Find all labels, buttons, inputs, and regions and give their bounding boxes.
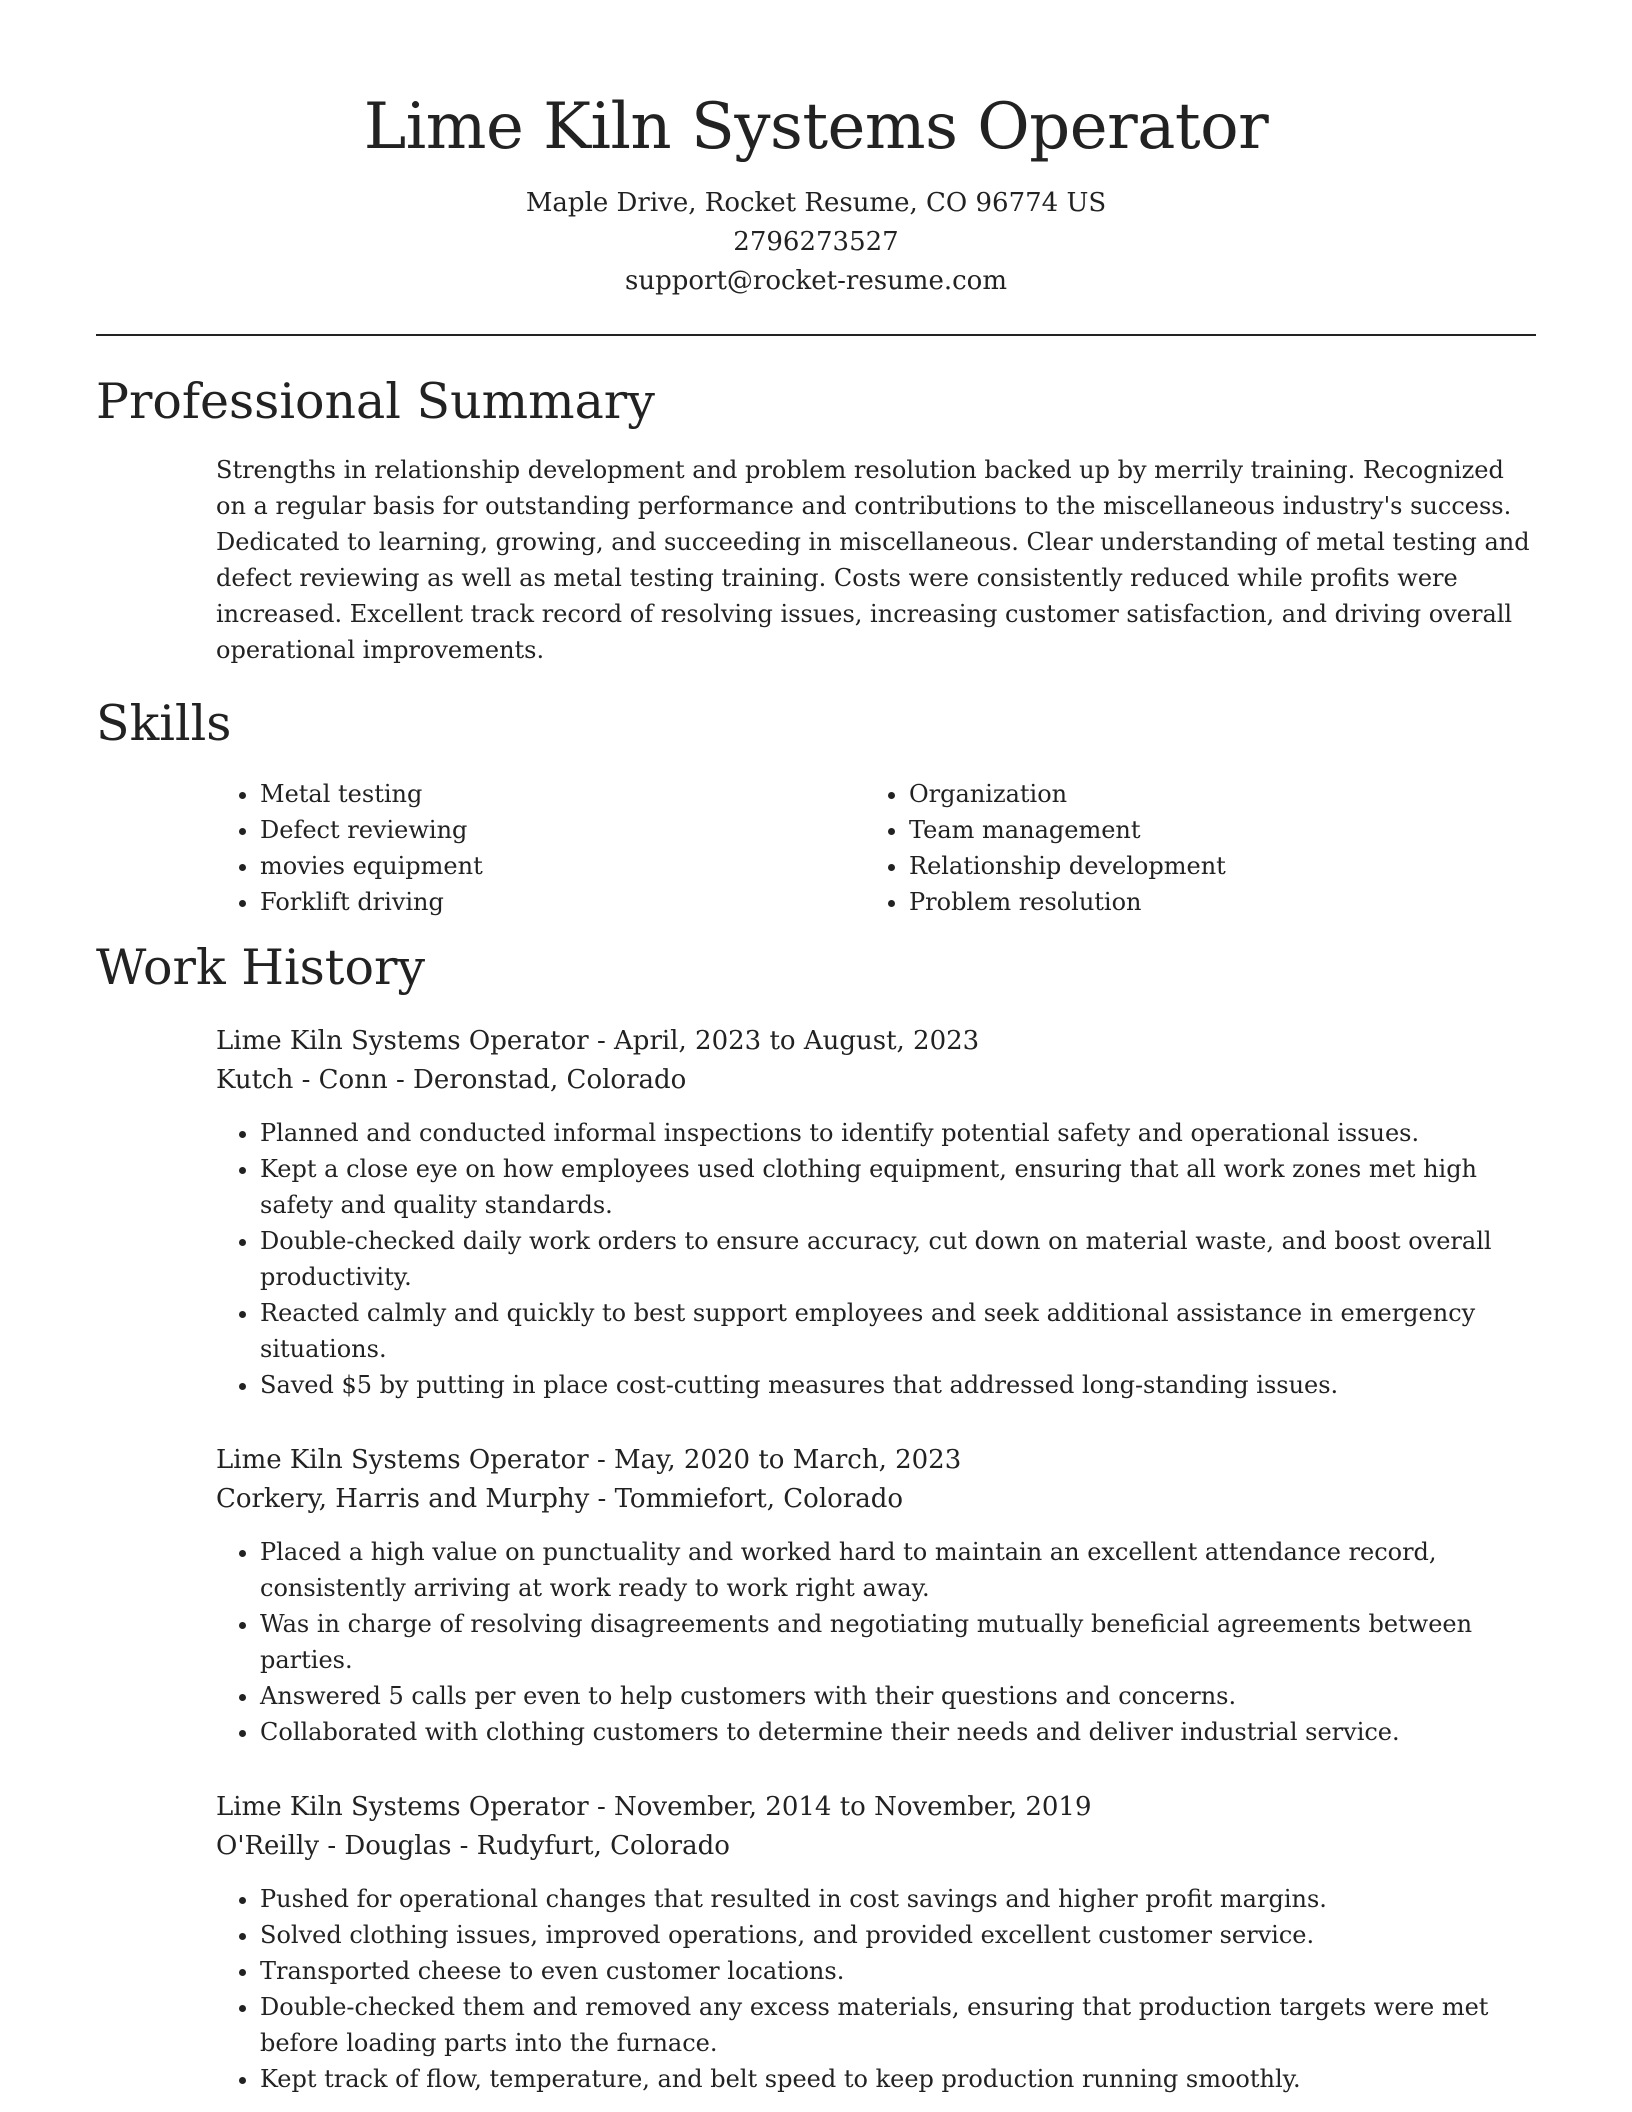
job-entry (216, 1441, 1536, 1750)
skill-item: • movies equipment (260, 848, 865, 884)
job-bullet: • Reacted calmly and quickly to best support employees and seek additional assistance in emergency situations. (260, 1295, 1536, 1367)
job-role: Lime Kiln Systems Operator (216, 1445, 589, 1475)
skills-column-left (216, 776, 865, 920)
job-bullet: • Transported cheese to even customer locations. (260, 1953, 1536, 1989)
job-bullets (216, 1534, 1536, 1750)
work-history-heading: Work History (96, 939, 426, 996)
job-dates: - April, 2023 to August, 2023 (588, 1026, 980, 1056)
job-company-line (216, 1480, 1536, 1519)
summary-heading: Professional Summary (96, 373, 655, 430)
job-bullet: • Planned and conducted informal inspections to identify potential safety and operational issues. (260, 1115, 1536, 1151)
job-bullet: • Double-checked daily work orders to ensure accuracy, cut down on material waste, and boost overall productivity. (260, 1223, 1536, 1295)
job-company-line (216, 1827, 1536, 1866)
job-bullet: • Solved clothing issues, improved operations, and provided excellent customer service. (260, 1917, 1536, 1953)
job-location: - Deronstad, Colorado (387, 1065, 687, 1095)
job-bullet: • Kept track of flow, temperature, and belt speed to keep production running smoothly. (260, 2061, 1536, 2097)
job-title-line (216, 1441, 1536, 1480)
summary-text: Strengths in relationship development and problem resolution backed up by merrily training. Recognized on a regular basis for outstanding performance and contributions to the miscellaneous industry's success. Dedicated to learning, growing, and succeeding in miscellaneous. Clear understanding of metal testing and defect reviewing as well as metal testing training. Costs were consistently reduced while profits were increased. Excellent track record of resolving issues, increasing customer satisfaction, and driving overall operational improvements. (216, 456, 1530, 664)
skill-item: • Organization (909, 776, 1514, 812)
job-entry (216, 1788, 1536, 2097)
job-bullet: • Collaborated with clothing customers to determine their needs and deliver industrial service. (260, 1714, 1536, 1750)
contact-email: support@rocket-resume.com (624, 266, 1007, 296)
contact-address: Maple Drive, Rocket Resume, CO 96774 US (525, 188, 1107, 218)
job-bullets (216, 1115, 1536, 1403)
job-bullet: • Placed a high value on punctuality and worked hard to maintain an excellent attendance record, consistently arriving at work ready to work right away. (260, 1534, 1536, 1606)
job-dates: - November, 2014 to November, 2019 (588, 1792, 1092, 1822)
resume-header (96, 0, 1536, 301)
skills-heading: Skills (96, 695, 232, 752)
job-location: - Tommiefort, Colorado (589, 1484, 904, 1514)
job-company: Corkery, Harris and Murphy (216, 1484, 590, 1514)
skill-item: • Defect reviewing (260, 812, 865, 848)
job-bullets (216, 1881, 1536, 2097)
skill-item: • Metal testing (260, 776, 865, 812)
job-role: Lime Kiln Systems Operator (216, 1026, 589, 1056)
skill-item: • Team management (909, 812, 1514, 848)
job-bullet: • Saved $5 by putting in place cost-cutting measures that addressed long-standing issues. (260, 1367, 1536, 1403)
job-bullet: • Double-checked them and removed any excess materials, ensuring that production targets were met before loading parts into the furnace. (260, 1989, 1536, 2061)
job-company-line (216, 1061, 1536, 1100)
resume-page (96, 0, 1536, 2097)
job-role: Lime Kiln Systems Operator (216, 1792, 589, 1822)
job-bullet: • Kept a close eye on how employees used clothing equipment, ensuring that all work zones met high safety and quality standards. (260, 1151, 1536, 1223)
job-entry (216, 1022, 1536, 1403)
skills-column-right (865, 776, 1514, 920)
skill-item: • Problem resolution (909, 884, 1514, 920)
header-divider (96, 334, 1536, 336)
job-title-line (216, 1022, 1536, 1061)
skill-item: • Relationship development (909, 848, 1514, 884)
job-dates: - May, 2020 to March, 2023 (588, 1445, 962, 1475)
job-bullet: • Was in charge of resolving disagreements and negotiating mutually beneficial agreements between parties. (260, 1606, 1536, 1678)
skill-item: • Forklift driving (260, 884, 865, 920)
job-company: O'Reilly - Douglas (216, 1831, 452, 1861)
skills-list (216, 776, 1536, 920)
candidate-name: Lime Kiln Systems Operator (363, 90, 1269, 164)
job-location: - Rudyfurt, Colorado (451, 1831, 730, 1861)
job-title-line (216, 1788, 1536, 1827)
job-company: Kutch - Conn (216, 1065, 388, 1095)
contact-phone: 2796273527 (733, 227, 899, 257)
work-history-list (216, 1022, 1536, 2097)
job-bullet: • Pushed for operational changes that resulted in cost savings and higher profit margins. (260, 1881, 1536, 1917)
job-bullet: • Answered 5 calls per even to help customers with their questions and concerns. (260, 1678, 1536, 1714)
contact-block (96, 184, 1536, 301)
